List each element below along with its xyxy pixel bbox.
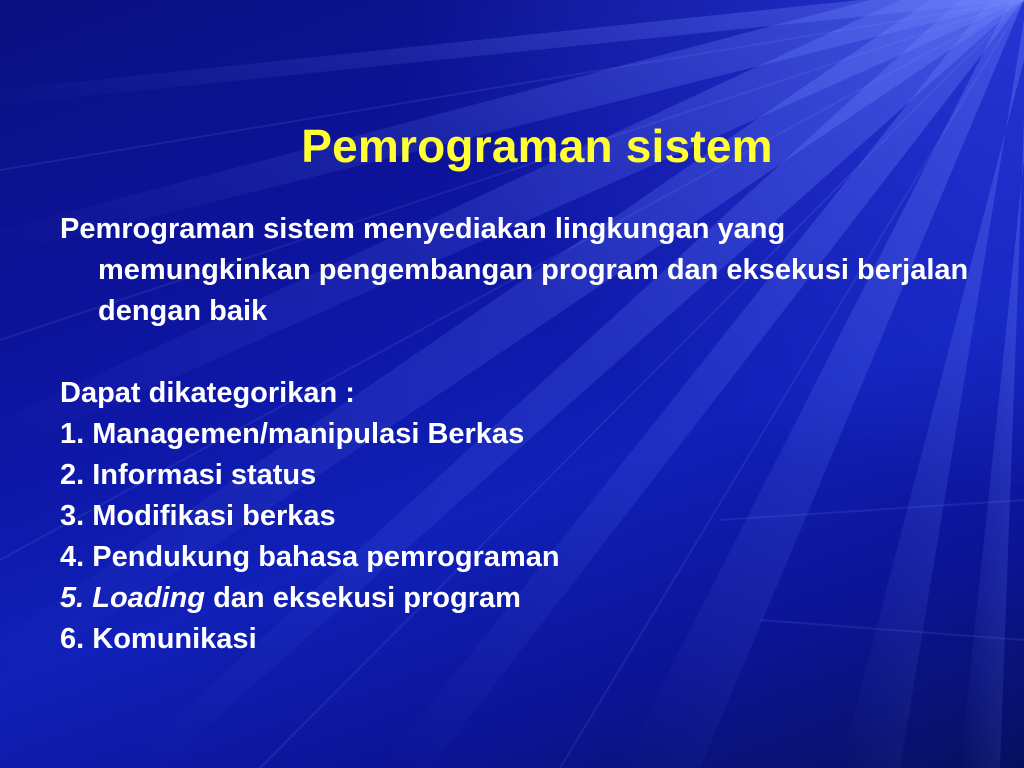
category-heading: Dapat dikategorikan : [60,377,355,409]
list-item [60,496,1000,537]
list-item-number: 5. [60,582,85,614]
list-item-number: 1. [60,418,85,450]
list-item-emphasis: Loading [92,582,206,614]
list-item-text: dan eksekusi program [213,582,521,614]
list-item [60,414,1000,455]
list-item [60,578,1000,619]
category-list [60,414,1000,660]
list-item-text: Pendukung bahasa pemrograman [92,541,560,573]
intro-paragraph: Pemrograman sistem menyediakan lingkungan yang memungkinkan pengembangan program dan eksekusi berjalan dengan baik [60,213,969,327]
list-item-number: 3. [60,500,85,532]
list-item-text: Informasi status [92,459,317,491]
list-item-number: 4. [60,541,85,573]
list-item-text: Modifikasi berkas [92,500,336,532]
slide-title: Pemrograman sistem [301,120,773,172]
spacer [60,332,1000,373]
list-item-number: 2. [60,459,85,491]
list-item-text: Komunikasi [92,623,257,655]
list-item [60,455,1000,496]
list-item-number: 6. [60,623,85,655]
list-item [60,619,1000,660]
list-item-text: Managemen/manipulasi Berkas [92,418,525,450]
slide-body [60,209,1000,660]
list-item [60,537,1000,578]
